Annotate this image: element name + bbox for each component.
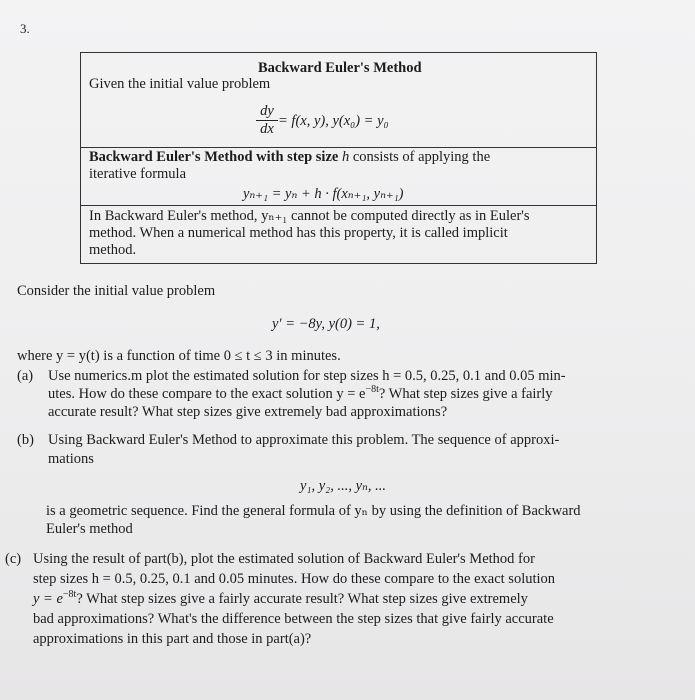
main-ivp: y′ = −8y, y(0) = 1, bbox=[272, 316, 380, 332]
iterative-formula: yₙ₊₁ = yₙ + h · f(xₙ₊₁, yₙ₊₁) bbox=[243, 186, 404, 202]
part-c-label: (c) bbox=[5, 551, 22, 567]
part-c-line-2: step sizes h = 0.5, 0.25, 0.1 and 0.05 minutes. How do these compare to the exact solution bbox=[33, 571, 556, 587]
part-b-label: (b) bbox=[17, 432, 34, 448]
part-a-line-2 bbox=[48, 386, 553, 403]
method-line-2: iterative formula bbox=[89, 166, 187, 182]
part-c-exponent: −8t bbox=[62, 589, 77, 600]
part-a-line-3: accurate result? What step sizes give extremely bad approximations? bbox=[48, 404, 448, 420]
part-a-line-1: Use numerics.m plot the estimated solution for step sizes h = 0.5, 0.25, 0.1 and 0.05 min- bbox=[48, 368, 566, 384]
part-c-line-3-post: ? What step sizes give a fairly accurate result? What step sizes give extremely bbox=[76, 591, 528, 607]
part-c-line-5: approximations in this part and those in part(a)? bbox=[33, 631, 312, 647]
box-title: Backward Euler's Method bbox=[258, 60, 422, 76]
frac-denominator: dx bbox=[260, 121, 274, 137]
dy-dx-fraction bbox=[256, 104, 278, 137]
part-a-line-2-pre: utes. How do these compare to the exact solution y = e bbox=[48, 386, 366, 402]
box-intro: Given the initial value problem bbox=[89, 76, 271, 92]
ivp-equation: = f(x, y), y(x₀) = y₀ bbox=[278, 113, 389, 129]
method-bold-text: Backward Euler's Method with step size bbox=[89, 149, 339, 165]
consider-text: Consider the initial value problem bbox=[17, 283, 216, 299]
part-a-label: (a) bbox=[17, 368, 34, 384]
implicit-line-1: In Backward Euler's method, yₙ₊₁ cannot be computed directly as in Euler's bbox=[89, 208, 530, 224]
part-c-line-1: Using the result of part(b), plot the estimated solution of Backward Euler's Method for bbox=[33, 551, 535, 567]
part-a-line-2-post: ? What step sizes give a fairly bbox=[378, 386, 553, 402]
part-c-line-3-pre: y = e bbox=[33, 591, 63, 607]
box-divider-1 bbox=[80, 147, 597, 148]
part-b-line-2: mations bbox=[48, 451, 94, 467]
method-var: h bbox=[341, 149, 350, 165]
box-divider-2 bbox=[80, 205, 597, 206]
part-a-exponent: −8t bbox=[365, 384, 379, 395]
frac-numerator: dy bbox=[260, 103, 274, 119]
implicit-line-2: method. When a numerical method has this property, it is called implicit bbox=[89, 225, 508, 241]
part-c-line-4: bad approximations? What's the difference between the step sizes that give fairly accurate bbox=[33, 611, 554, 627]
method-line-1 bbox=[89, 149, 490, 166]
where-text: where y = y(t) is a function of time 0 ≤ t ≤ 3 in minutes. bbox=[17, 348, 341, 364]
problem-number: 3. bbox=[20, 21, 30, 36]
part-b-line-4: Euler's method bbox=[46, 521, 133, 537]
part-b-sequence: y₁, y₂, ..., yₙ, ... bbox=[300, 478, 387, 494]
implicit-line-3: method. bbox=[89, 242, 137, 258]
part-b-line-3: is a geometric sequence. Find the general formula of yₙ by using the definition of Backward bbox=[46, 503, 581, 519]
method-rest: consists of applying the bbox=[352, 149, 491, 165]
part-c-line-3 bbox=[33, 591, 528, 608]
part-b-line-1: Using Backward Euler's Method to approximate this problem. The sequence of approxi- bbox=[48, 432, 560, 448]
